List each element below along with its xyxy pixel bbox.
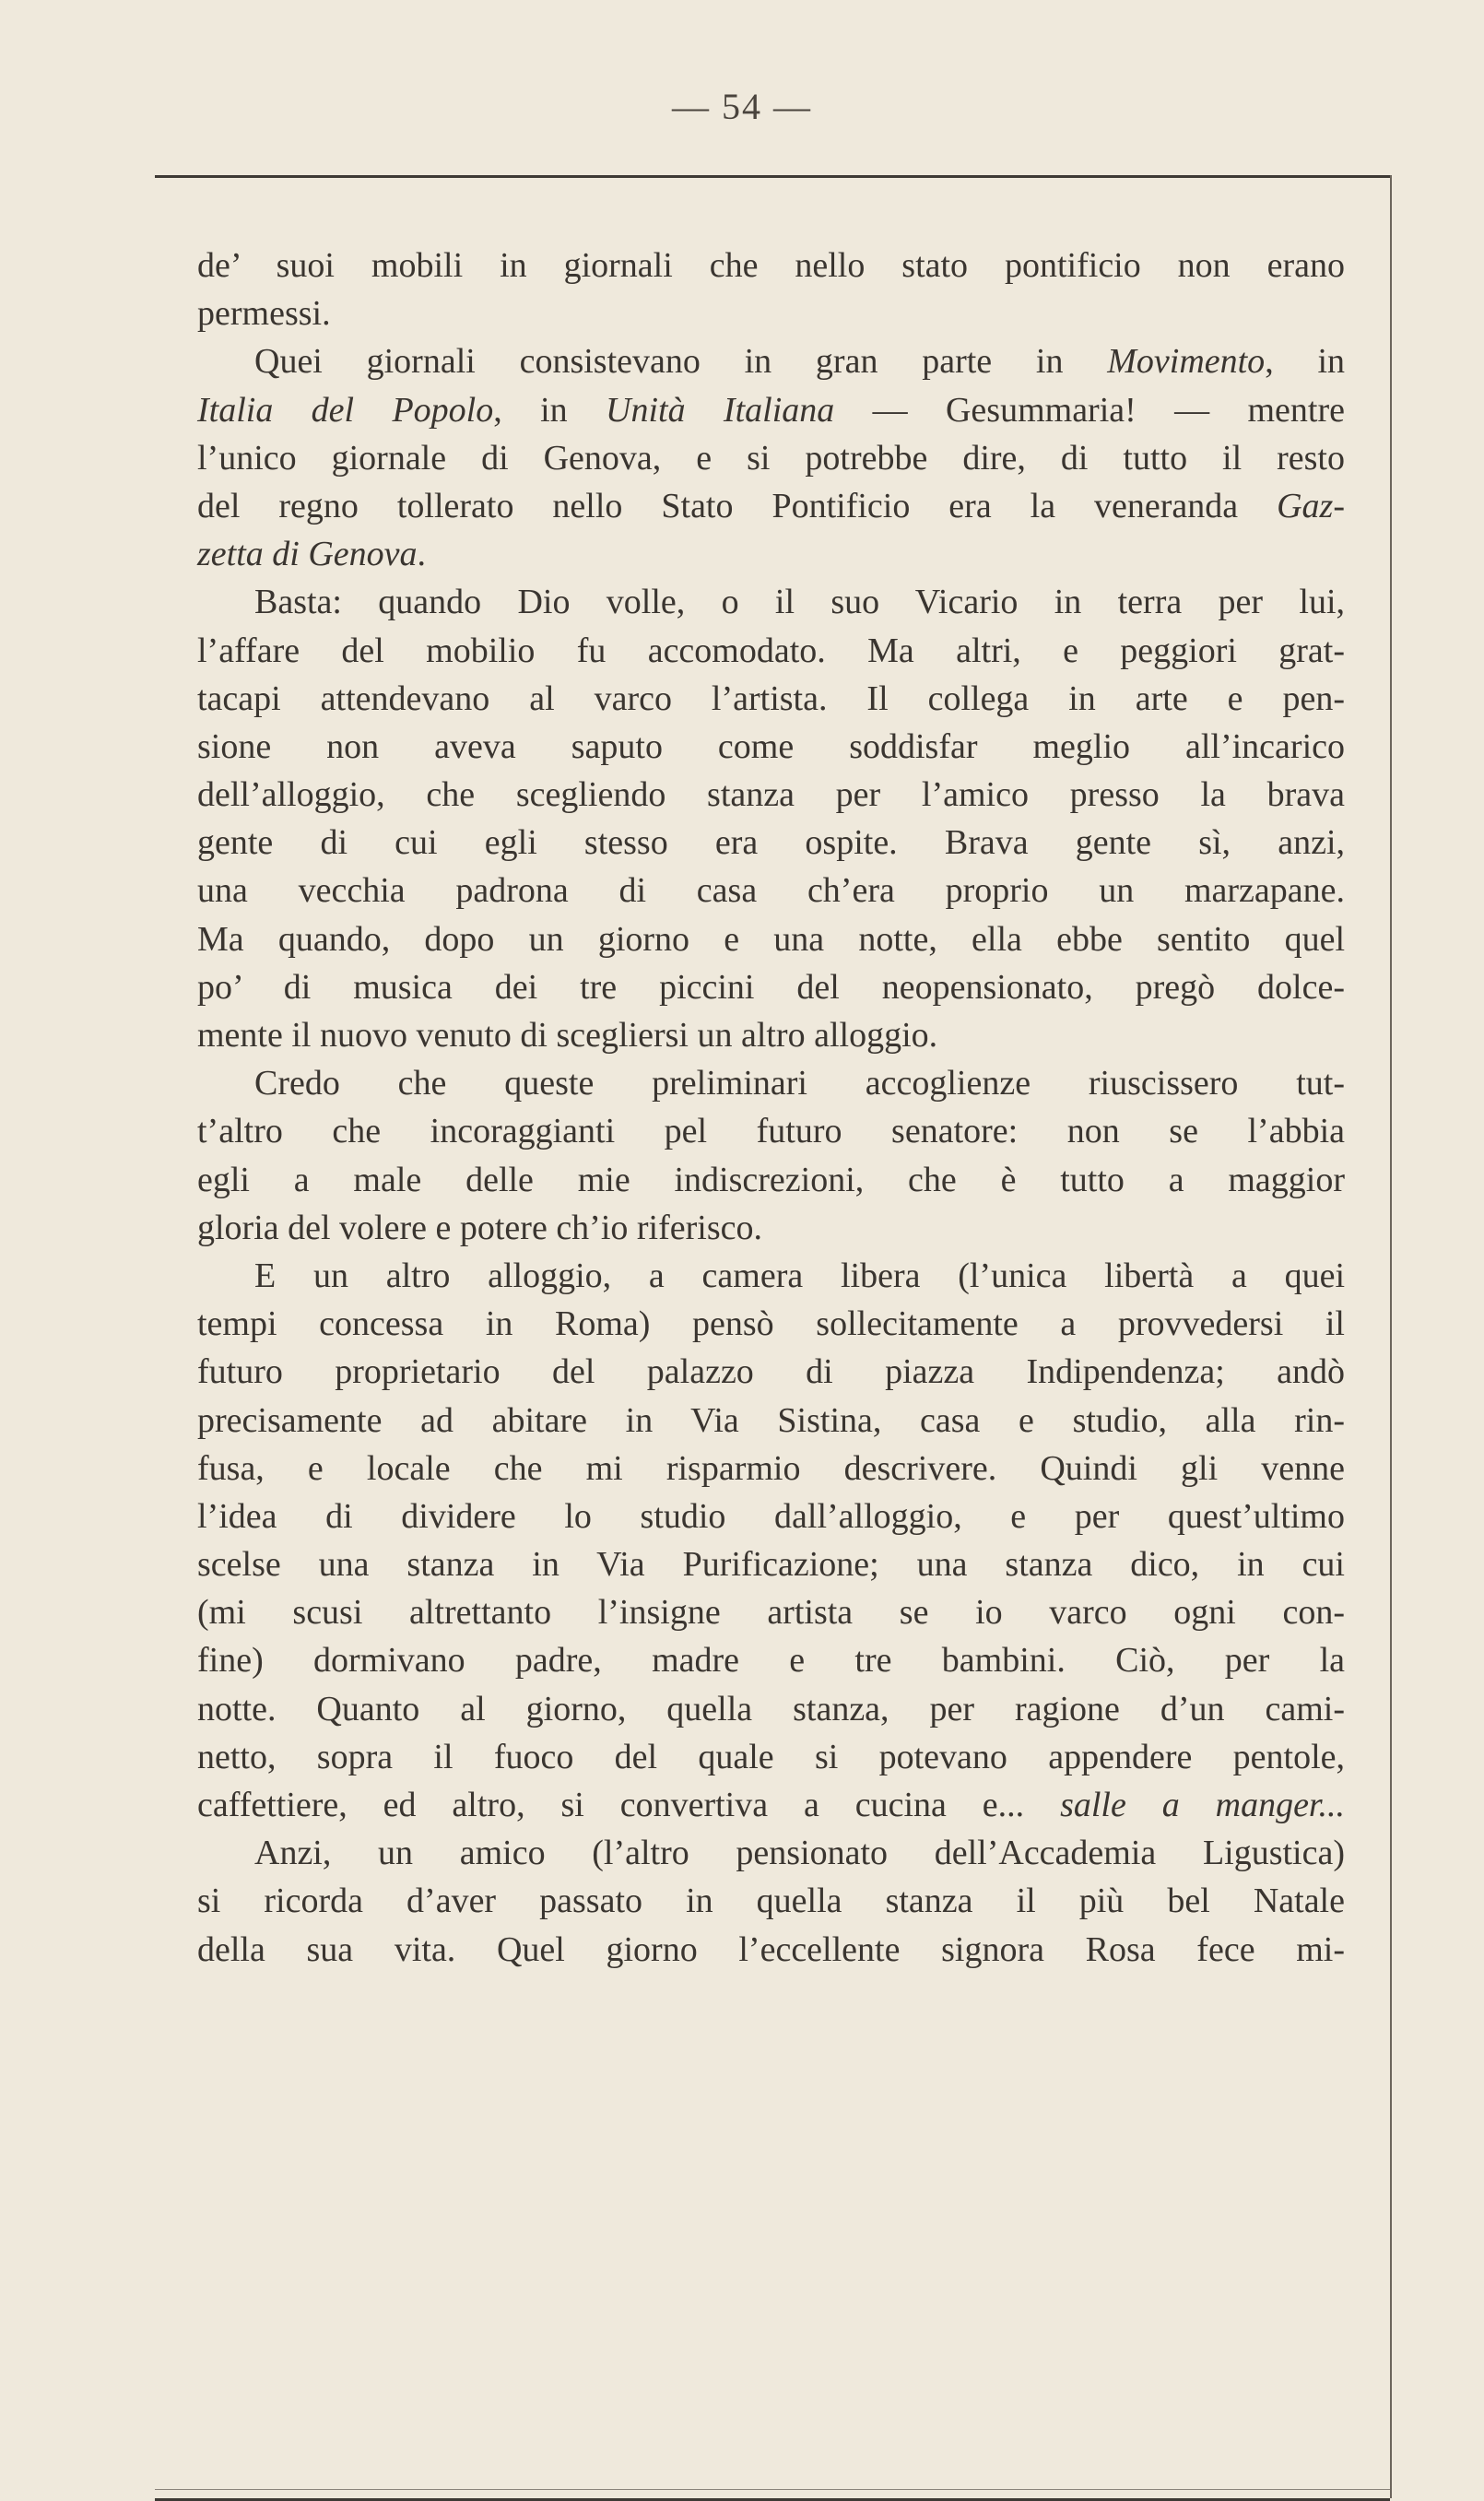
text-line: dell’alloggio, che scegliendo stanza per l’amico presso la brava [197,775,1345,815]
text-line: notte. Quanto al giorno, quella stanza, per ragione d’un cami- [197,1689,1345,1728]
text-line: fine) dormivano padre, madre e tre bambini. Ciò, per la [197,1641,1345,1681]
frame-top-rule [155,175,1390,178]
text-line: tempi concessa in Roma) pensò sollecitamente a provvedersi il [197,1304,1345,1344]
text-line: fusa, e locale che mi risparmio descrivere. Quindi gli venne [197,1448,1345,1488]
text-line: futuro proprietario del palazzo di piazza Indipendenza; andò [197,1352,1345,1392]
text-line: Anzi, un amico (l’altro pensionato dell’Accademia Ligustica) [254,1834,1345,1873]
text-line: si ricorda d’aver passato in quella stanza il più bel Natale [197,1882,1345,1921]
text-line: Credo che queste preliminari accoglienze riuscissero tut- [254,1064,1345,1103]
text-line: de’ suoi mobili in giornali che nello stato pontificio non erano [197,246,1345,285]
text-line: tacapi attendevano al varco l’artista. Il collega in arte e pen- [197,678,1345,718]
text-line: scelse una stanza in Via Purificazione; una stanza dico, in cui [197,1545,1345,1585]
text-line: egli a male delle mie indiscrezioni, che è tutto a maggior [197,1160,1345,1199]
text-line: Italia del Popolo, in Unità Italiana — Gesummaria! — mentre [197,390,1346,430]
body-text [197,242,1345,1974]
text-line: gloria del volere e potere ch’io riferisco. [197,1208,762,1247]
text-line: E un altro alloggio, a camera libera (l’unica libertà a quei [254,1256,1345,1295]
text-line: netto, sopra il fuoco del quale si potevano appendere pentole, [197,1737,1345,1776]
text-line: permessi. [197,294,331,334]
text-line: mente il nuovo venuto di scegliersi un altro alloggio. [197,1016,938,1055]
text-line: sione non aveva saputo come soddisfar meglio all’incarico [197,726,1345,766]
text-line: Basta: quando Dio volle, o il suo Vicario in terra per lui, [254,583,1345,622]
text-line: l’unico giornale di Genova, e si potrebbe dire, di tutto il resto [197,438,1345,478]
text-line: Ma quando, dopo un giorno e una notte, ella ebbe sentito quel [197,919,1345,959]
text-line: po’ di musica dei tre piccini del neopensionato, pregò dolce- [197,967,1345,1007]
page-number: — 54 — [672,86,812,127]
text-line: zetta di Genova. [197,535,427,574]
frame-right-rule [1390,175,1392,2498]
text-line: del regno tollerato nello Stato Pontificio era la veneranda Gaz- [197,486,1345,525]
text-line: l’affare del mobilio fu accomodato. Ma altri, e peggiori grat- [197,631,1345,670]
text-line: gente di cui egli stesso era ospite. Brava gente sì, anzi, [197,823,1345,863]
text-line: t’altro che incoraggianti pel futuro senatore: non se l’abbia [197,1112,1345,1151]
text-line: precisamente ad abitare in Via Sistina, casa e studio, alla rin- [197,1400,1345,1440]
text-line: (mi scusi altrettanto l’insigne artista se io varco ogni con- [197,1593,1345,1633]
text-line: l’idea di dividere lo studio dall’alloggio, e per quest’ultimo [197,1496,1345,1536]
text-line: Quei giornali consistevano in gran parte in Movimento, in [254,342,1346,382]
frame-bottom-inner-rule [155,2489,1390,2490]
text-line: caffettiere, ed altro, si convertiva a cucina e... salle a manger... [197,1786,1346,1824]
text-line: della sua vita. Quel giorno l’eccellente signora Rosa fece mi- [197,1929,1345,1969]
text-line: una vecchia padrona di casa ch’era proprio un marzapane. [197,871,1345,911]
